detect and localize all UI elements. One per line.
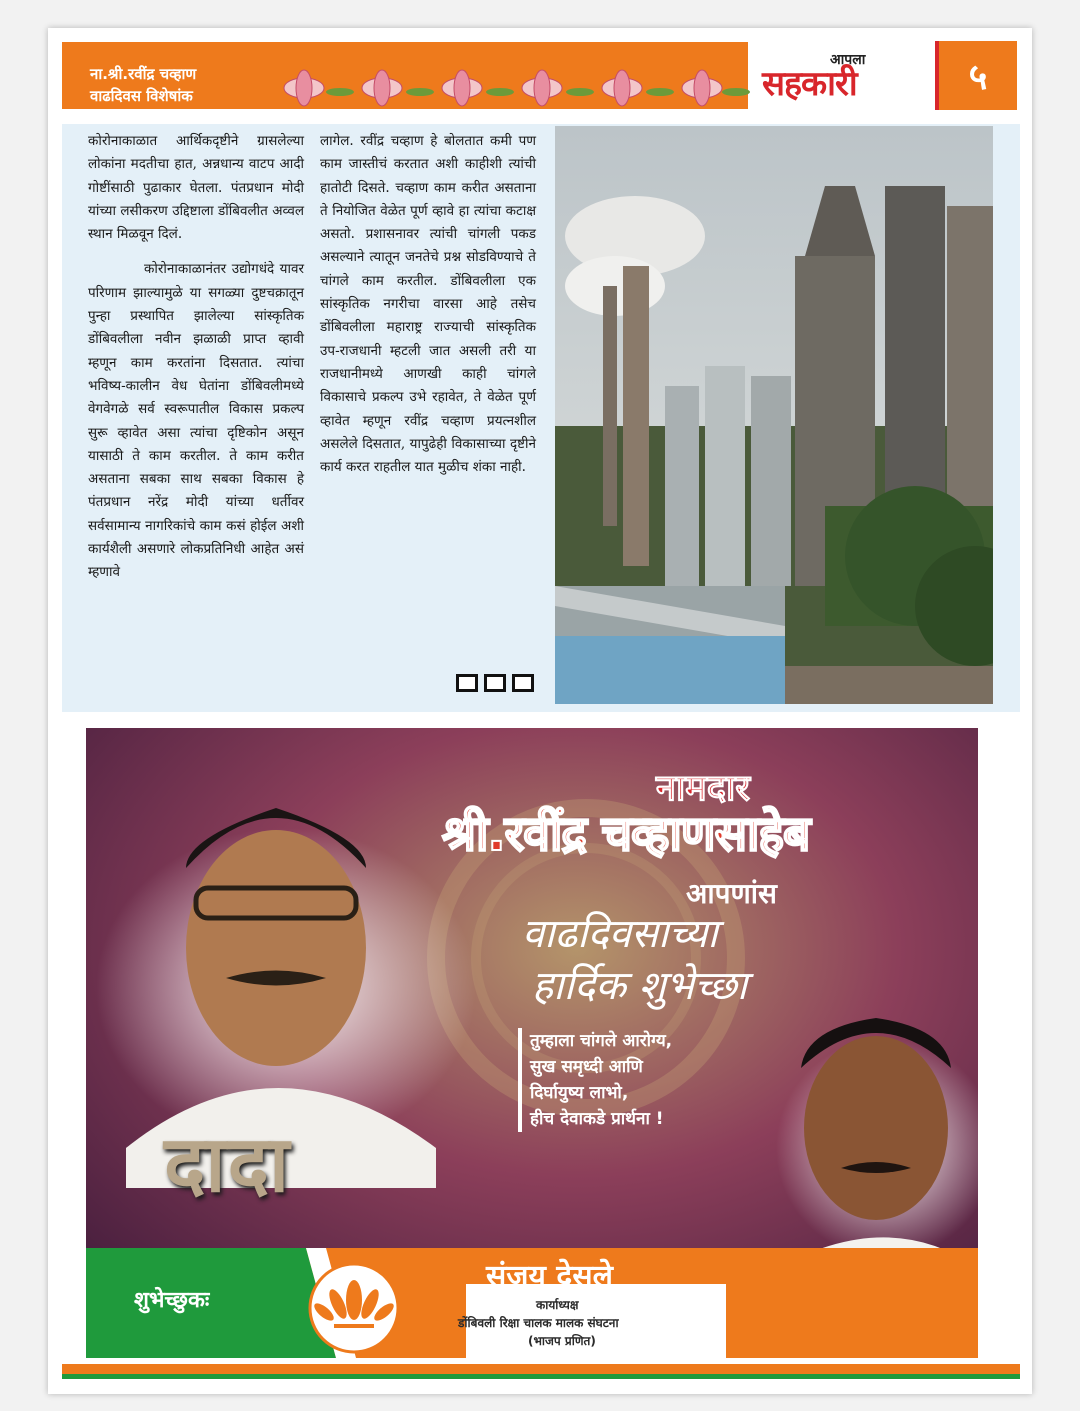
header-band [62, 42, 748, 109]
end-marker [456, 674, 534, 692]
ad-sender-org: डोंबिवली रिक्षा चालक मालक संघटना [458, 1316, 619, 1330]
masthead-small: आपला [830, 52, 866, 68]
ad-wish-line1: वाढदिवसाच्या [522, 911, 718, 957]
ad-from-label: शुभेच्छुकः [134, 1288, 210, 1313]
ad-message-line: सुख समृध्दी आणि [530, 1057, 643, 1077]
ad-dada-title: दादा [164, 1119, 292, 1210]
page-number: ५ [935, 41, 1017, 110]
header-title-line1: ना.श्री.रवींद्र चव्हाण [90, 65, 197, 83]
header-title [90, 63, 270, 107]
end-marker-box [484, 674, 506, 692]
birthday-advertisement [86, 728, 978, 1358]
masthead-logo: सहकारी [762, 64, 857, 104]
header-title-line2: वाढदिवस विशेषांक [90, 87, 193, 105]
end-marker-box [512, 674, 534, 692]
ad-honoree-name: श्री.रवींद्र चव्हाणसाहेब [442, 806, 810, 862]
article-column-1 [88, 130, 304, 585]
end-marker-box [456, 674, 478, 692]
ad-wish-line2: हार्दिक शुभेच्छा [532, 963, 748, 1009]
ad-to-you: आपणांस [686, 877, 777, 910]
footer-green-bar [62, 1374, 1020, 1379]
article-paragraph: कोरोनाकाळानंतर उद्योगधंदे यावर परिणाम झाल्यामुळे या सगळ्या दुष्टचक्रातून पुन्हा प्रस्थापित झालेल्या सांस्कृतिक डोंबिवलीला नवीन झळाळी प्राप्त व्हावी म्हणून काम करतांना दिसतात. त्यांचा भविष्य-कालीन वेध घेतांना डोंबिवलीमध्ये वेगवेगळे सर्व स्वरूपातील विकास प्रकल्प सुरू व्हावेत असा त्यांचा दृष्टिकोन असून यासाठी ते काम करतील. ते काम करीत असताना सबका साथ सबका विकास हे पंतप्रधान नरेंद्र मोदी यांच्या धर्तीवर सर्वसामान्य नागरिकांचे काम कसं होईल अशी कार्यशैली असणारे लोकप्रतिनिधी आहेत असं म्हणावे [88, 261, 304, 581]
footer-orange-bar [62, 1364, 1020, 1374]
article-column-2 [320, 130, 536, 479]
industrial-plant-photo [555, 126, 993, 704]
ad-sender-name: संजय देसले [486, 1259, 613, 1294]
article-paragraph: कोरोनाकाळात आर्थिकदृष्टीने ग्रासलेल्या लोकांना मदतीचा हात, अन्नधान्य वाटप आदी गोष्टींसाठी पुढाकार घेतला. पंतप्रधान मोदी यांच्या लसीकरण उद्दिष्टाला डोंबिवलीत अव्वल स्थान मिळवून दिलं. [88, 133, 304, 243]
ad-message-line: तुम्हाला चांगले आरोग्य, [530, 1031, 673, 1051]
ad-message-line: दिर्घायुष्य लाभो, [530, 1083, 629, 1103]
newspaper-page [48, 28, 1032, 1394]
ad-message-line: हीच देवाकडे प्रार्थना ! [530, 1109, 664, 1129]
ad-honorific: नामदार [656, 768, 750, 809]
article-paragraph: लागेल. रवींद्र चव्हाण हे बोलतात कमी पण काम जास्तीचं करतात अशी काहीशी त्यांची हातोटी दिसते. चव्हाण काम करीत असताना ते नियोजित वेळेत पूर्ण व्हावे हा त्यांचा कटाक्ष असतो. प्रशासनावर त्यांची चांगली पकड असल्याने त्यातून जनतेचे प्रश्न सोडविण्याचे ते चांगले काम करतील. डोंबिवलीला एक सांस्कृतिक नगरीचा वारसा आहे तसेच डोंबिवलीला महाराष्ट्र राज्याची सांस्कृतिक उप-राजधानी म्हटली जात असली तरी या राजधानीमध्ये आणखी काही चांगले विकासाचे प्रकल्प उभे रहावेत, ते वेळेत पूर्ण व्हावेत म्हणून रवींद्र चव्हाण प्रयत्नशील असलेले दिसतात, यापुढेही विकासाच्या दृष्टीने कार्य करत राहतील यात मुळीच शंका नाही. [320, 133, 536, 476]
flower-garland-decoration [274, 62, 756, 118]
ad-message [518, 1028, 672, 1132]
ad-sender-affiliation: (भाजप प्रणित) [528, 1334, 596, 1348]
ad-sender-role: कार्याध्यक्ष [536, 1298, 579, 1312]
